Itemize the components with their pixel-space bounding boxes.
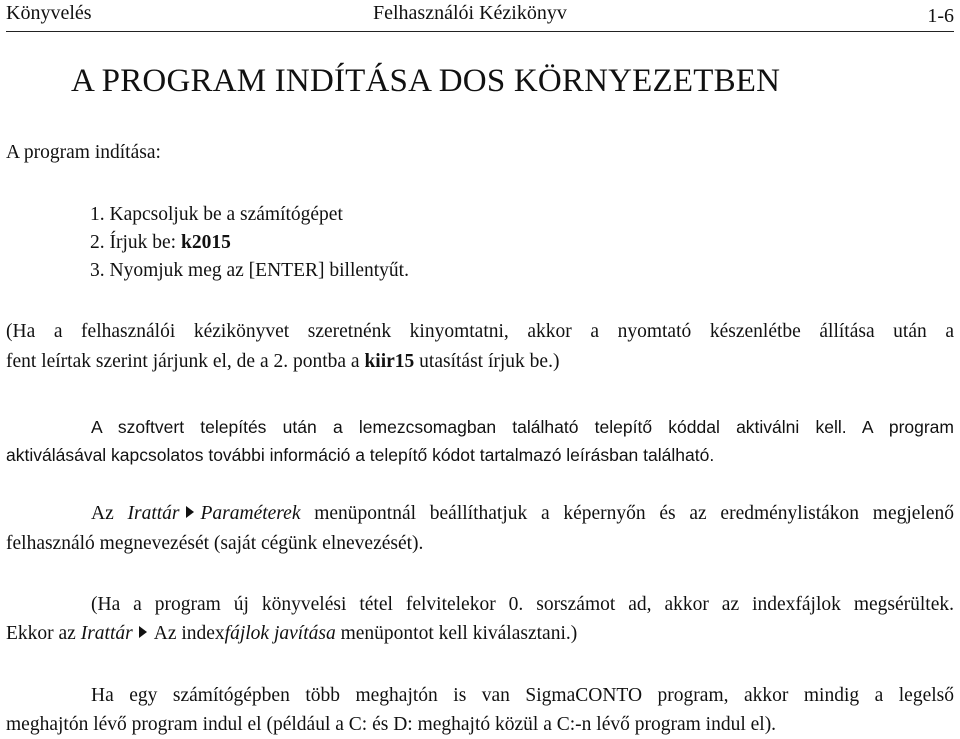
multi-drive-line-2: meghajtón lévő program indul el (például a C: és D: meghajtó közül a C:-n lévő program indul el).: [6, 714, 777, 735]
header-section-title: Könyvelés: [6, 2, 92, 24]
index-note-line-1: (Ha a program új könyvelési tétel felvitelekor 0. sorszámot ad, akkor az indexfájlok megsérültek.: [91, 594, 954, 615]
page-title: A PROGRAM INDÍTÁSA DOS KÖRNYEZETBEN: [71, 63, 781, 99]
multi-drive-line-1: Ha egy számítógépben több meghajtón is van SigmaCONTO program, akkor mindig a legelső: [91, 685, 954, 706]
submenu-arrow-icon: [186, 506, 194, 518]
intro-heading: A program indítása:: [6, 142, 161, 163]
page-header: [6, 0, 954, 32]
params-line-2: felhasználó megnevezését (saját cégünk elnevezését).: [6, 533, 424, 554]
page-number: 1-6: [927, 5, 954, 27]
activation-line-1: A szoftvert telepítés után a lemezcsomagban található telepítő kóddal aktiválni kell. A program: [91, 417, 954, 437]
print-command: kiir15: [364, 351, 415, 372]
activation-line-2: aktiválásával kapcsolatos további információ a telepítő kódot tartalmazó leírásban található.: [6, 445, 715, 465]
start-command: k2015: [180, 232, 231, 253]
print-note-line-1: (Ha a felhasználói kézikönyvet szeretnénk kinyomtatni, akkor a nyomtató készenlétbe állítása után a: [6, 321, 954, 342]
index-note-line-2: Ekkor az Irattár Az indexfájlok javítása menüpontot kell kiválasztani.): [6, 623, 578, 644]
menu-fajlok-javitasa: fájlok javítása: [224, 623, 336, 644]
menu-irattar-2: Irattár: [80, 623, 133, 644]
submenu-arrow-icon: [139, 626, 147, 638]
print-note-line-2: fent leírtak szerint járjunk el, de a 2. pontba a kiir15 utasítást írjuk be.): [6, 351, 560, 372]
step-2: [90, 229, 231, 257]
menu-index-prefix: Az index: [153, 623, 225, 644]
menu-parameterek: Paraméterek: [200, 503, 301, 524]
step-3: 3. Nyomjuk meg az [ENTER] billentyűt.: [90, 260, 409, 281]
menu-irattar: Irattár: [127, 503, 180, 524]
header-document-title: Felhasználói Kézikönyv: [373, 2, 567, 24]
step-2-text: 2. Írjuk be:: [90, 232, 181, 253]
step-1: 1. Kapcsoljuk be a számítógépet: [90, 204, 343, 225]
params-line-1: Az Irattár Paraméterek menüpontnál beállíthatjuk a képernyőn és az eredménylistákon megjelenő: [91, 503, 954, 524]
